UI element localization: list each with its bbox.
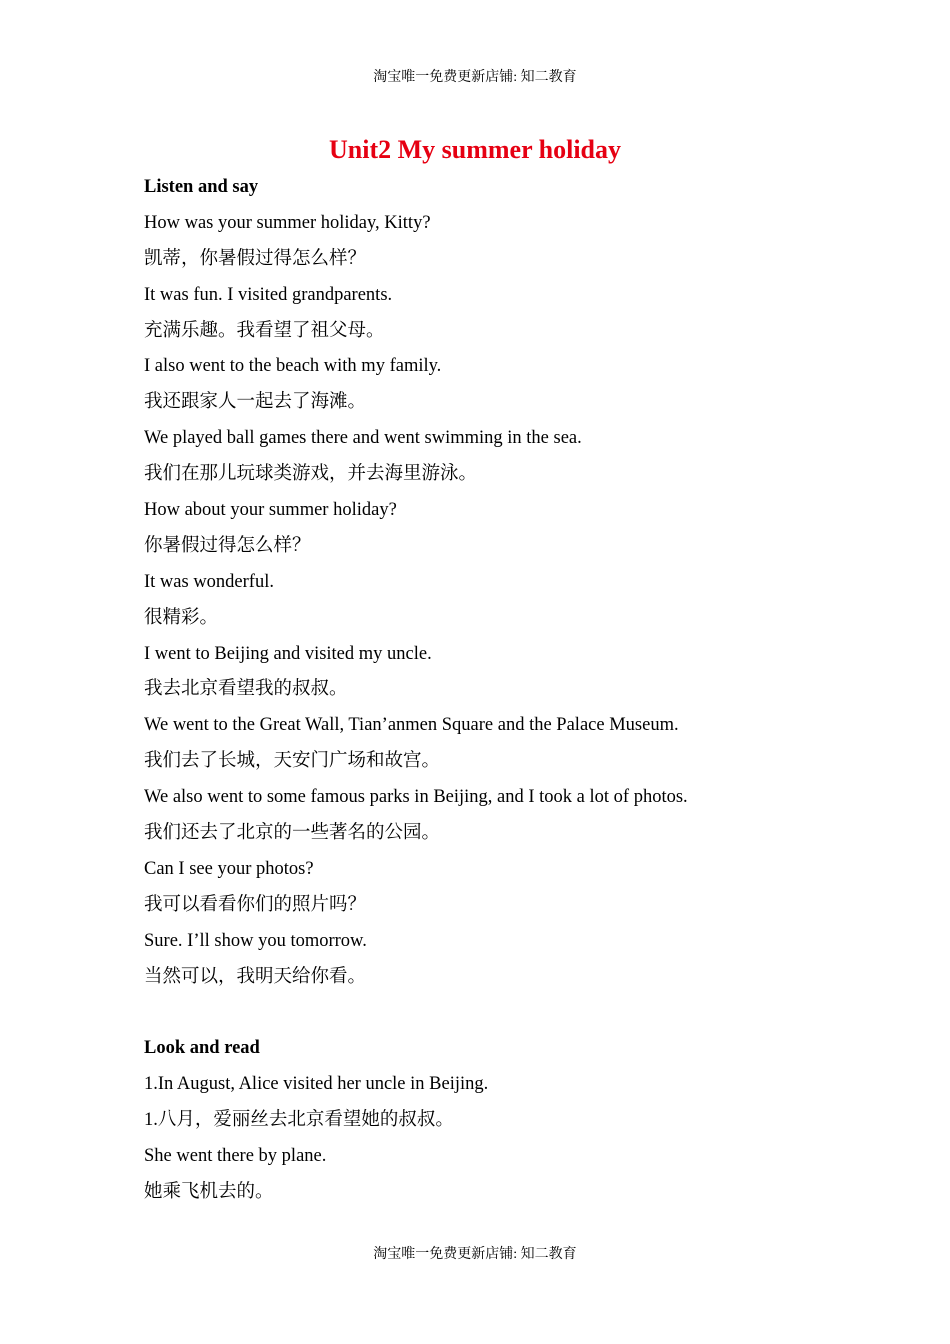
reading-line-zh: 1.八月，爱丽丝去北京看望她的叔叔。 bbox=[144, 1109, 454, 1130]
dialogue-line-zh: 充满乐趣。我看望了祖父母。 bbox=[144, 320, 385, 341]
reading-line-zh: 她乘飞机去的。 bbox=[144, 1181, 274, 1202]
dialogue-line-en: Can I see your photos? bbox=[144, 858, 314, 879]
dialogue-line-en: It was fun. I visited grandparents. bbox=[144, 284, 393, 305]
dialogue-line-en: It was wonderful. bbox=[144, 571, 274, 592]
page-footer: 淘宝唯一免费更新店铺: 知二教育 bbox=[373, 1247, 577, 1262]
dialogue-line-en: We went to the Great Wall, Tian’anmen Square and the Palace Museum. bbox=[144, 715, 679, 736]
section-heading: Listen and say bbox=[144, 177, 259, 197]
dialogue-line-zh: 我们还去了北京的一些著名的公园。 bbox=[144, 823, 441, 844]
reading-line-en: She went there by plane. bbox=[144, 1145, 327, 1166]
section-listen-and-say bbox=[144, 170, 864, 995]
dialogue-line-zh: 凯蒂，你暑假过得怎么样？ bbox=[144, 248, 367, 269]
dialogue-line-zh: 我去北京看望我的叔叔。 bbox=[144, 679, 348, 700]
reading-line-en: 1.In August, Alice visited her uncle in Beijing. bbox=[144, 1073, 489, 1094]
dialogue-line-zh: 你暑假过得怎么样？ bbox=[144, 535, 311, 556]
dialogue-line-zh: 我还跟家人一起去了海滩。 bbox=[144, 392, 367, 413]
dialogue-line-zh: 我可以看看你们的照片吗？ bbox=[144, 894, 367, 915]
dialogue-line-zh: 我们在那儿玩球类游戏，并去海里游泳。 bbox=[144, 464, 478, 485]
document-title: Unit2 My summer holiday bbox=[328, 135, 622, 164]
dialogue-line-zh: 当然可以，我明天给你看。 bbox=[144, 966, 367, 987]
section-heading: Look and read bbox=[144, 1038, 260, 1058]
dialogue-line-en: How was your summer holiday, Kitty? bbox=[144, 212, 431, 233]
dialogue-line-en: Sure. I’ll show you tomorrow. bbox=[144, 930, 367, 951]
page-header: 淘宝唯一免费更新店铺: 知二教育 bbox=[373, 70, 577, 85]
dialogue-line-en: I went to Beijing and visited my uncle. bbox=[144, 643, 432, 664]
dialogue-line-en: We also went to some famous parks in Beijing, and I took a lot of photos. bbox=[144, 787, 688, 808]
dialogue-line-en: We played ball games there and went swimming in the sea. bbox=[144, 428, 582, 449]
dialogue-line-zh: 我们去了长城，天安门广场和故宫。 bbox=[144, 751, 441, 772]
dialogue-line-en: How about your summer holiday? bbox=[144, 500, 397, 521]
section-look-and-read bbox=[144, 1031, 864, 1210]
dialogue-line-zh: 很精彩。 bbox=[144, 607, 219, 628]
dialogue-line-en: I also went to the beach with my family. bbox=[144, 356, 442, 377]
